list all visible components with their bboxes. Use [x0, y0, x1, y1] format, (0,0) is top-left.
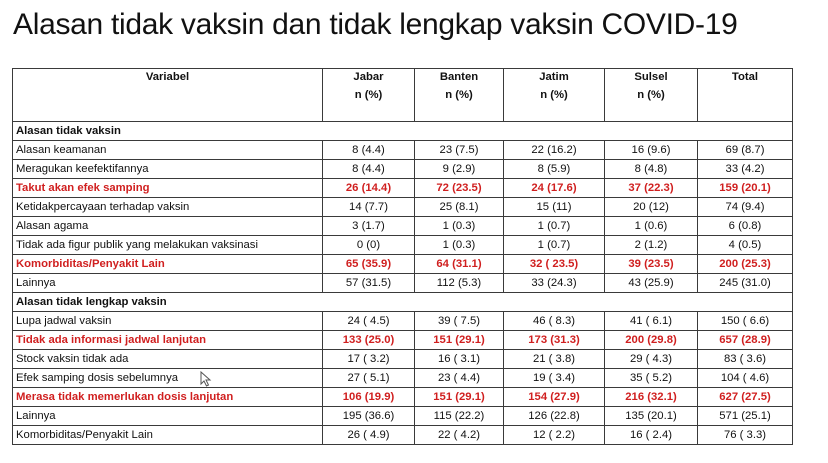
table-row [13, 369, 793, 388]
cell-jatim: 21 ( 3.8) [504, 350, 605, 369]
header-total: Total [698, 69, 793, 88]
cell-jatim: 24 (17.6) [504, 179, 605, 198]
table-row [13, 312, 793, 331]
subheader-variabel [13, 87, 323, 122]
table-header-row [13, 69, 793, 88]
cell-jabar: 26 (14.4) [323, 179, 415, 198]
vaccine-reasons-table [12, 68, 793, 445]
row-label: Lainnya [13, 274, 323, 293]
row-label: Lainnya [13, 407, 323, 426]
cell-sulsel: 216 (32.1) [605, 388, 698, 407]
cell-banten: 16 ( 3.1) [415, 350, 504, 369]
cell-banten: 39 ( 7.5) [415, 312, 504, 331]
cell-sulsel: 43 (25.9) [605, 274, 698, 293]
cell-total: 33 (4.2) [698, 160, 793, 179]
cell-banten: 151 (29.1) [415, 388, 504, 407]
row-label: Tidak ada informasi jadwal lanjutan [13, 331, 323, 350]
section-header-row [13, 122, 793, 141]
section-label: Alasan tidak vaksin [13, 122, 793, 141]
table-row [13, 388, 793, 407]
cell-sulsel: 29 ( 4.3) [605, 350, 698, 369]
table-row [13, 198, 793, 217]
row-label: Komorbiditas/Penyakit Lain [13, 255, 323, 274]
cell-total: 76 ( 3.3) [698, 426, 793, 445]
cell-jatim: 22 (16.2) [504, 141, 605, 160]
row-label: Alasan agama [13, 217, 323, 236]
table-row [13, 331, 793, 350]
cell-jabar: 0 (0) [323, 236, 415, 255]
cell-jabar: 106 (19.9) [323, 388, 415, 407]
cell-total: 150 ( 6.6) [698, 312, 793, 331]
table-row [13, 179, 793, 198]
cell-sulsel: 2 (1.2) [605, 236, 698, 255]
cell-jabar: 17 ( 3.2) [323, 350, 415, 369]
cell-jatim: 126 (22.8) [504, 407, 605, 426]
cell-total: 69 (8.7) [698, 141, 793, 160]
table-row [13, 160, 793, 179]
table-subheader-row [13, 87, 793, 122]
cell-sulsel: 37 (22.3) [605, 179, 698, 198]
table-row [13, 350, 793, 369]
row-label: Takut akan efek samping [13, 179, 323, 198]
cell-banten: 112 (5.3) [415, 274, 504, 293]
cell-total: 104 ( 4.6) [698, 369, 793, 388]
cell-sulsel: 20 (12) [605, 198, 698, 217]
cell-banten: 1 (0.3) [415, 236, 504, 255]
cell-jatim: 1 (0.7) [504, 217, 605, 236]
cell-jatim: 32 ( 23.5) [504, 255, 605, 274]
cell-total: 74 (9.4) [698, 198, 793, 217]
cell-sulsel: 41 ( 6.1) [605, 312, 698, 331]
cell-jatim: 19 ( 3.4) [504, 369, 605, 388]
cell-sulsel: 200 (29.8) [605, 331, 698, 350]
cell-jabar: 3 (1.7) [323, 217, 415, 236]
cell-jatim: 46 ( 8.3) [504, 312, 605, 331]
subheader-jatim: n (%) [504, 87, 605, 122]
cell-total: 200 (25.3) [698, 255, 793, 274]
cell-jabar: 195 (36.6) [323, 407, 415, 426]
cell-jatim: 154 (27.9) [504, 388, 605, 407]
cell-jatim: 1 (0.7) [504, 236, 605, 255]
cell-banten: 23 ( 4.4) [415, 369, 504, 388]
table-row [13, 426, 793, 445]
row-label: Lupa jadwal vaksin [13, 312, 323, 331]
cell-sulsel: 16 (9.6) [605, 141, 698, 160]
header-banten: Banten [415, 69, 504, 88]
cell-banten: 9 (2.9) [415, 160, 504, 179]
cell-jabar: 27 ( 5.1) [323, 369, 415, 388]
cell-sulsel: 1 (0.6) [605, 217, 698, 236]
table-body [13, 122, 793, 445]
row-label: Meragukan keefektifannya [13, 160, 323, 179]
subheader-total [698, 87, 793, 122]
cell-sulsel: 135 (20.1) [605, 407, 698, 426]
cell-total: 83 ( 3.6) [698, 350, 793, 369]
table-row [13, 141, 793, 160]
cell-banten: 72 (23.5) [415, 179, 504, 198]
row-label: Efek samping dosis sebelumnya [13, 369, 323, 388]
cell-total: 571 (25.1) [698, 407, 793, 426]
cell-banten: 22 ( 4.2) [415, 426, 504, 445]
row-label: Komorbiditas/Penyakit Lain [13, 426, 323, 445]
cell-total: 6 (0.8) [698, 217, 793, 236]
subheader-jabar: n (%) [323, 87, 415, 122]
row-label: Alasan keamanan [13, 141, 323, 160]
cell-total: 4 (0.5) [698, 236, 793, 255]
cell-jabar: 8 (4.4) [323, 141, 415, 160]
cell-total: 657 (28.9) [698, 331, 793, 350]
cell-total: 245 (31.0) [698, 274, 793, 293]
cell-sulsel: 35 ( 5.2) [605, 369, 698, 388]
row-label: Tidak ada figur publik yang melakukan vaksinasi [13, 236, 323, 255]
cell-jatim: 15 (11) [504, 198, 605, 217]
page-title: Alasan tidak vaksin dan tidak lengkap vaksin COVID-19 [13, 8, 738, 41]
mouse-cursor-icon [200, 371, 212, 387]
table-row [13, 407, 793, 426]
table-row [13, 217, 793, 236]
cell-banten: 23 (7.5) [415, 141, 504, 160]
table-row [13, 236, 793, 255]
cell-banten: 151 (29.1) [415, 331, 504, 350]
cell-jabar: 65 (35.9) [323, 255, 415, 274]
cell-jabar: 57 (31.5) [323, 274, 415, 293]
cell-jatim: 33 (24.3) [504, 274, 605, 293]
cell-total: 627 (27.5) [698, 388, 793, 407]
header-jatim: Jatim [504, 69, 605, 88]
section-label: Alasan tidak lengkap vaksin [13, 293, 793, 312]
subheader-banten: n (%) [415, 87, 504, 122]
cell-sulsel: 16 ( 2.4) [605, 426, 698, 445]
cell-banten: 1 (0.3) [415, 217, 504, 236]
table-row [13, 274, 793, 293]
cell-jabar: 8 (4.4) [323, 160, 415, 179]
cell-jabar: 24 ( 4.5) [323, 312, 415, 331]
row-label: Merasa tidak memerlukan dosis lanjutan [13, 388, 323, 407]
cell-jabar: 14 (7.7) [323, 198, 415, 217]
subheader-sulsel: n (%) [605, 87, 698, 122]
cell-jatim: 8 (5.9) [504, 160, 605, 179]
header-variabel: Variabel [13, 69, 323, 88]
cell-sulsel: 39 (23.5) [605, 255, 698, 274]
header-jabar: Jabar [323, 69, 415, 88]
cell-banten: 64 (31.1) [415, 255, 504, 274]
cell-jatim: 12 ( 2.2) [504, 426, 605, 445]
cell-sulsel: 8 (4.8) [605, 160, 698, 179]
table-row [13, 255, 793, 274]
cell-banten: 25 (8.1) [415, 198, 504, 217]
cell-jabar: 133 (25.0) [323, 331, 415, 350]
section-header-row [13, 293, 793, 312]
cell-jabar: 26 ( 4.9) [323, 426, 415, 445]
cell-banten: 115 (22.2) [415, 407, 504, 426]
cell-total: 159 (20.1) [698, 179, 793, 198]
row-label: Stock vaksin tidak ada [13, 350, 323, 369]
row-label: Ketidakpercayaan terhadap vaksin [13, 198, 323, 217]
header-sulsel: Sulsel [605, 69, 698, 88]
cell-jatim: 173 (31.3) [504, 331, 605, 350]
